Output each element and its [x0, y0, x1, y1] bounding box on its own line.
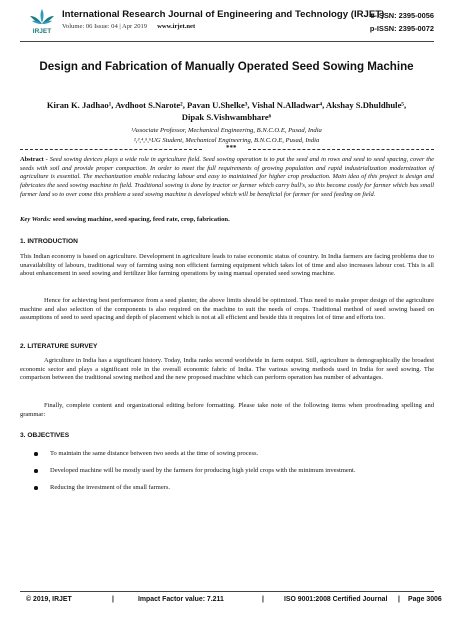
header-rule: [20, 41, 434, 42]
list-item: [20, 450, 434, 467]
abstract-label: Abstract -: [20, 156, 48, 163]
footer-separator: |: [398, 596, 400, 603]
affiliation-2: ²,³,⁴,⁵,⁶UG Student, Mechanical Engineering, B.N.C.O.E, Pusad, India: [133, 137, 320, 144]
keywords-label: Key Words:: [20, 216, 52, 223]
bullet-icon: [34, 486, 38, 490]
separator-stars: ***: [226, 144, 237, 152]
affiliation-1: ¹Associate Professor, Mechanical Engineering, B.N.C.O.E, Pusad, India: [131, 127, 322, 134]
section-heading-introduction: 1. INTRODUCTION: [20, 238, 78, 245]
paper-title: Design and Fabrication of Manually Operated Seed Sowing Machine: [39, 60, 414, 73]
footer-separator: |: [112, 596, 114, 603]
pissn: p-ISSN: 2395-0072: [369, 24, 434, 33]
objective-text: To maintain the same distance between two seeds at the time of sowing process.: [50, 450, 259, 457]
abstract-text: Seed sowing devices plays a wide role in agriculture field. Seed sowing operation is to put the seed and in rows and seed to seed spacing, cover the seeds with soil and provide proper compaction. In order to meet the full requirements of growing population and rapid industrialization modernization of agriculture is essential. The mechanization enable reducing labour and easy to maintained for higher crop production. Main idea of this project is design and fabricates the seed sowing machine in field. Traditional sowing is done by tractor or farmer which carry bull's, so this become costly for farmer which has small farmer land so to over come this problem a seed sowing machine is developed which will be beneficial for farmer for seed feeding on field.: [20, 156, 434, 198]
footer-iso: ISO 9001:2008 Certified Journal: [284, 596, 388, 603]
journal-header: [24, 8, 434, 38]
intro-paragraph-1: This Indian economy is based on agriculture. Development in agriculture leads to raise economic status of country. In India farmers are facing problems due to unavailability of labours, traditional way of farming using non efficient farming equipment which takes lot of time and also increases labour cost. This is all about enhancement in seed sowing and fertilizer like farming operations by using manual operated seed sowing machine.: [20, 253, 434, 278]
volume-issue-line: [62, 23, 195, 30]
keywords-text: seed sowing machine, seed spacing, feed rate, crop, fabrication.: [52, 216, 230, 223]
bullet-icon: [34, 452, 38, 456]
footer-separator: |: [262, 596, 264, 603]
list-item: [20, 484, 434, 501]
survey-paragraph-1: Agriculture in India has a significant history. Today, India ranks second worldwide in farm output. Still, agriculture is demographically the broadest economic sector and plays a significant role in the overall economic fabric of India. The various sowing methods used in India for seed sowing. The comparison between the traditional sowing method and the new proposed machine which can perform operation has number of advantages.: [20, 357, 434, 382]
section-separator: [20, 146, 434, 154]
logo-text: IRJET: [32, 28, 52, 35]
objective-text: Developed machine will be mostly used by the farmers for producing high yield crops with the minimum investment.: [50, 467, 356, 474]
list-item: [20, 467, 434, 484]
survey-paragraph-2: Finally, complete content and organizational editing before formatting. Please take note of the following items when proofreading spelling and grammar:: [20, 402, 434, 418]
footer-copyright: © 2019, IRJET: [26, 596, 72, 603]
irjet-logo-icon: [24, 8, 60, 36]
authors-line-2: Dipak S.Vishwambhare⁶: [181, 111, 272, 122]
keywords: [20, 216, 434, 223]
footer-page-number: Page 3006: [408, 596, 442, 603]
objectives-list: [20, 450, 434, 501]
section-heading-objectives: 3. OBJECTIVES: [20, 432, 70, 439]
journal-title: International Research Journal of Engineering and Technology (IRJET): [62, 9, 385, 20]
objective-text: Reducing the investment of the small farmers.: [50, 484, 171, 491]
journal-website: www.irjet.net: [157, 23, 196, 30]
abstract: [20, 156, 434, 200]
footer-rule: [20, 591, 434, 592]
intro-paragraph-2: Hence for achieving best performance from a seed planter, the above limits should be optimized. Thus need to make proper design of the agriculture machine and also selection of the components is also required on the machine to suit the needs of crops. Traditional method of seed sowing based on assumptions of seed to seed spacing and depth of placement which is not at all efficient and beside this it requires lot of time and efforts too.: [20, 297, 434, 322]
author-list: [30, 100, 423, 123]
volume-issue: Volume: 06 Issue: 04 | Apr 2019: [62, 23, 148, 30]
eissn: e-ISSN: 2395-0056: [370, 11, 434, 20]
section-heading-literature-survey: 2. LITERATURE SURVEY: [20, 343, 98, 350]
authors-line-1: Kiran K. Jadhao¹, Avdhoot S.Narote², Pavan U.Shelke³, Vishal N.Alladwar⁴, Akshay S.Dhuldhule⁵,: [46, 100, 407, 110]
footer-impact-factor: Impact Factor value: 7.211: [138, 596, 224, 603]
bullet-icon: [34, 469, 38, 473]
